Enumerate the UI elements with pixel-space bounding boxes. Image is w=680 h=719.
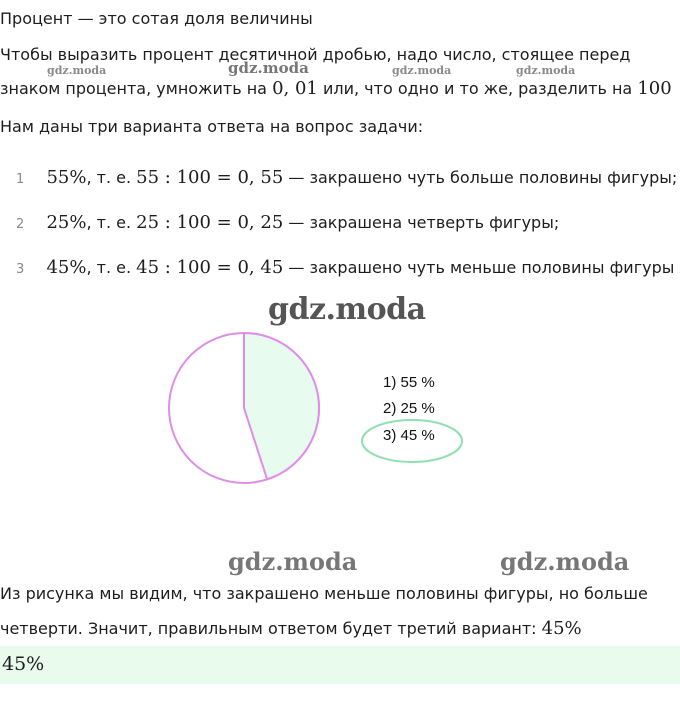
- highlight-ellipse: [360, 418, 466, 466]
- watermark: gdz.moda: [228, 59, 309, 77]
- rule-line-2-mid: или, что одно и то же, разделить на: [322, 79, 633, 98]
- math-decimal: 0, 01: [272, 78, 318, 99]
- rule-line-1: Чтобы выразить процент десятичной дробью, надо число, стоящее перед: [0, 45, 631, 64]
- list-item-text: — закрашена четверть фигуры;: [288, 213, 560, 232]
- list-item-number: 3: [16, 262, 25, 277]
- list-item-percent: 25%: [46, 212, 87, 233]
- watermark: gdz.moda: [228, 547, 358, 576]
- highlight-ellipse-shape: [362, 420, 462, 462]
- list-item: [16, 257, 674, 278]
- list-item-expression: 45 : 100 = 0, 45: [136, 257, 284, 278]
- watermark: gdz.moda: [516, 64, 576, 77]
- conclusion-line-2: [0, 618, 582, 639]
- figure-option-3: 3) 45 %: [383, 427, 435, 444]
- list-item: [16, 212, 559, 233]
- intro-text: Процент — это сотая доля величины: [0, 9, 313, 28]
- list-item-number: 2: [16, 217, 25, 232]
- rule-line-2-start: знаком процента, умножить на: [0, 79, 267, 98]
- list-item-percent: 55%: [46, 167, 87, 188]
- figure-option-1: 1) 55 %: [383, 374, 435, 391]
- rule-line-2: [0, 78, 672, 99]
- list-item-te: , т. е.: [86, 258, 132, 277]
- conclusion-text: четверти. Значит, правильным ответом будет третий вариант:: [0, 619, 537, 638]
- list-item-percent: 45%: [46, 257, 87, 278]
- list-item-expression: 55 : 100 = 0, 55: [136, 167, 284, 188]
- list-item-expression: 25 : 100 = 0, 25: [136, 212, 284, 233]
- list-item-te: , т. е.: [86, 213, 132, 232]
- pie-figure: [160, 325, 330, 490]
- list-item-text: — закрашено чуть больше половины фигуры;: [288, 168, 678, 187]
- list-item-number: 1: [16, 172, 25, 187]
- math-hundred: 100: [637, 78, 672, 99]
- watermark: gdz.moda: [268, 292, 426, 327]
- list-item-text: — закрашено чуть меньше половины фигуры: [288, 258, 675, 277]
- watermark: gdz.moda: [500, 547, 630, 576]
- list-item-te: , т. е.: [86, 168, 132, 187]
- figure-option-2: 2) 25 %: [383, 400, 435, 417]
- conclusion-line-1: Из рисунка мы видим, что закрашено меньше половины фигуры, но больше: [0, 584, 648, 603]
- conclusion-math: 45%: [541, 618, 582, 639]
- answer-value: 45%: [2, 653, 45, 675]
- task-text: Нам даны три варианта ответа на вопрос задачи:: [0, 117, 424, 136]
- watermark: gdz.moda: [47, 64, 107, 77]
- list-item: [16, 167, 677, 188]
- answer-box: [0, 646, 680, 684]
- watermark: gdz.moda: [392, 64, 452, 77]
